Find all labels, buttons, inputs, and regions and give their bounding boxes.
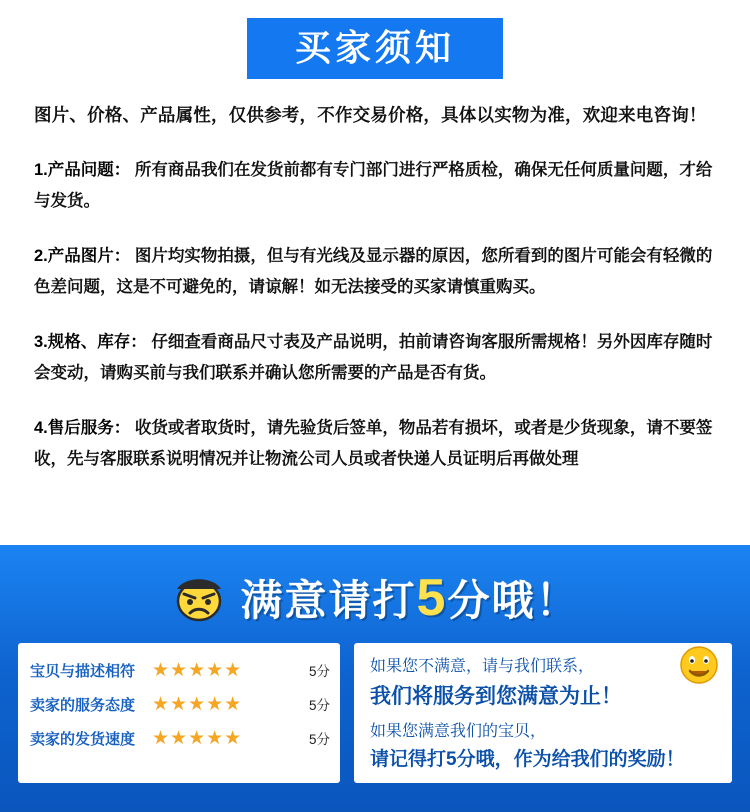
- rating-title-score: 5: [416, 569, 448, 627]
- notice-lead-text: 图片、价格、产品属性，仅供参考，不作交易价格，具体以实物为准，欢迎来电咨询！: [34, 105, 707, 126]
- notice-section: [0, 79, 750, 474]
- notice-item-title: 1.产品问题：: [34, 161, 131, 180]
- notice-item: [34, 327, 716, 388]
- notice-item-body: 所有商品我们在发货前都有专门部门进行严格质检，确保无任何质量问题，才给与发货。: [34, 161, 713, 210]
- rating-message-panel: [354, 643, 732, 783]
- star-rating-icon: ★★★★★: [152, 727, 243, 749]
- rating-row-score: 5分: [308, 732, 330, 747]
- rating-title-prefix: 满意请打: [240, 577, 417, 624]
- rating-row-label: 卖家的发货速度: [30, 730, 136, 748]
- notice-item: [34, 413, 716, 474]
- rating-message-line: 我们将服务到您满意为止！: [370, 685, 622, 709]
- star-rating-icon: ★★★★★: [152, 693, 243, 715]
- rating-message-line: 请记得打5分哦，作为给我们的奖励！: [370, 748, 685, 770]
- rating-row-score: 5分: [308, 664, 330, 679]
- star-rating-icon: ★★★★★: [152, 659, 243, 681]
- header: [0, 0, 750, 79]
- rating-title: [241, 568, 580, 628]
- notice-item-title: 2.产品图片：: [34, 247, 131, 266]
- notice-item: [34, 241, 716, 302]
- rating-row: [30, 687, 330, 721]
- rating-message-line: 如果您满意我们的宝贝，: [370, 722, 547, 740]
- notice-item-body: 收货或者取货时，请先验货后签单，物品若有损坏，或者是少货现象，请不要签收，先与客服联系说明情况并让物流公司人员或者快递人员证明后再做处理: [34, 419, 713, 468]
- rating-row: [30, 721, 330, 755]
- notice-item-body: 仔细查看商品尺寸表及产品说明，拍前请咨询客服所需规格！另外因库存随时会变动，请购买前与我们联系并确认您所需要的产品是否有货。: [34, 333, 713, 382]
- rating-row-score: 5分: [308, 698, 330, 713]
- notice-item-title: 3.规格、库存：: [34, 333, 147, 352]
- rating-title-suffix: 分哦！: [447, 577, 580, 624]
- notice-item-body: 图片均实物拍摄，但与有光线及显示器的原因，您所看到的图片可能会有轻微的色差问题，这是不可避免的，请谅解！如无法接受的买家请慎重购买。: [34, 247, 713, 296]
- smiley-face-icon: [676, 643, 722, 687]
- rating-scores-panel: [18, 643, 340, 783]
- notice-item: [34, 155, 716, 216]
- rating-row-label: 宝贝与描述相符: [30, 662, 136, 680]
- angry-face-icon: [171, 572, 227, 624]
- notice-item-title: 4.售后服务：: [34, 419, 131, 438]
- page-title: 买家须知: [247, 18, 503, 79]
- rating-title-row: [18, 559, 732, 637]
- rating-section: [0, 545, 750, 812]
- rating-message-line: 如果您不满意，请与我们联系，: [370, 658, 595, 675]
- rating-row: [30, 653, 330, 687]
- rating-row-label: 卖家的服务态度: [30, 696, 136, 714]
- rating-body: [18, 643, 732, 783]
